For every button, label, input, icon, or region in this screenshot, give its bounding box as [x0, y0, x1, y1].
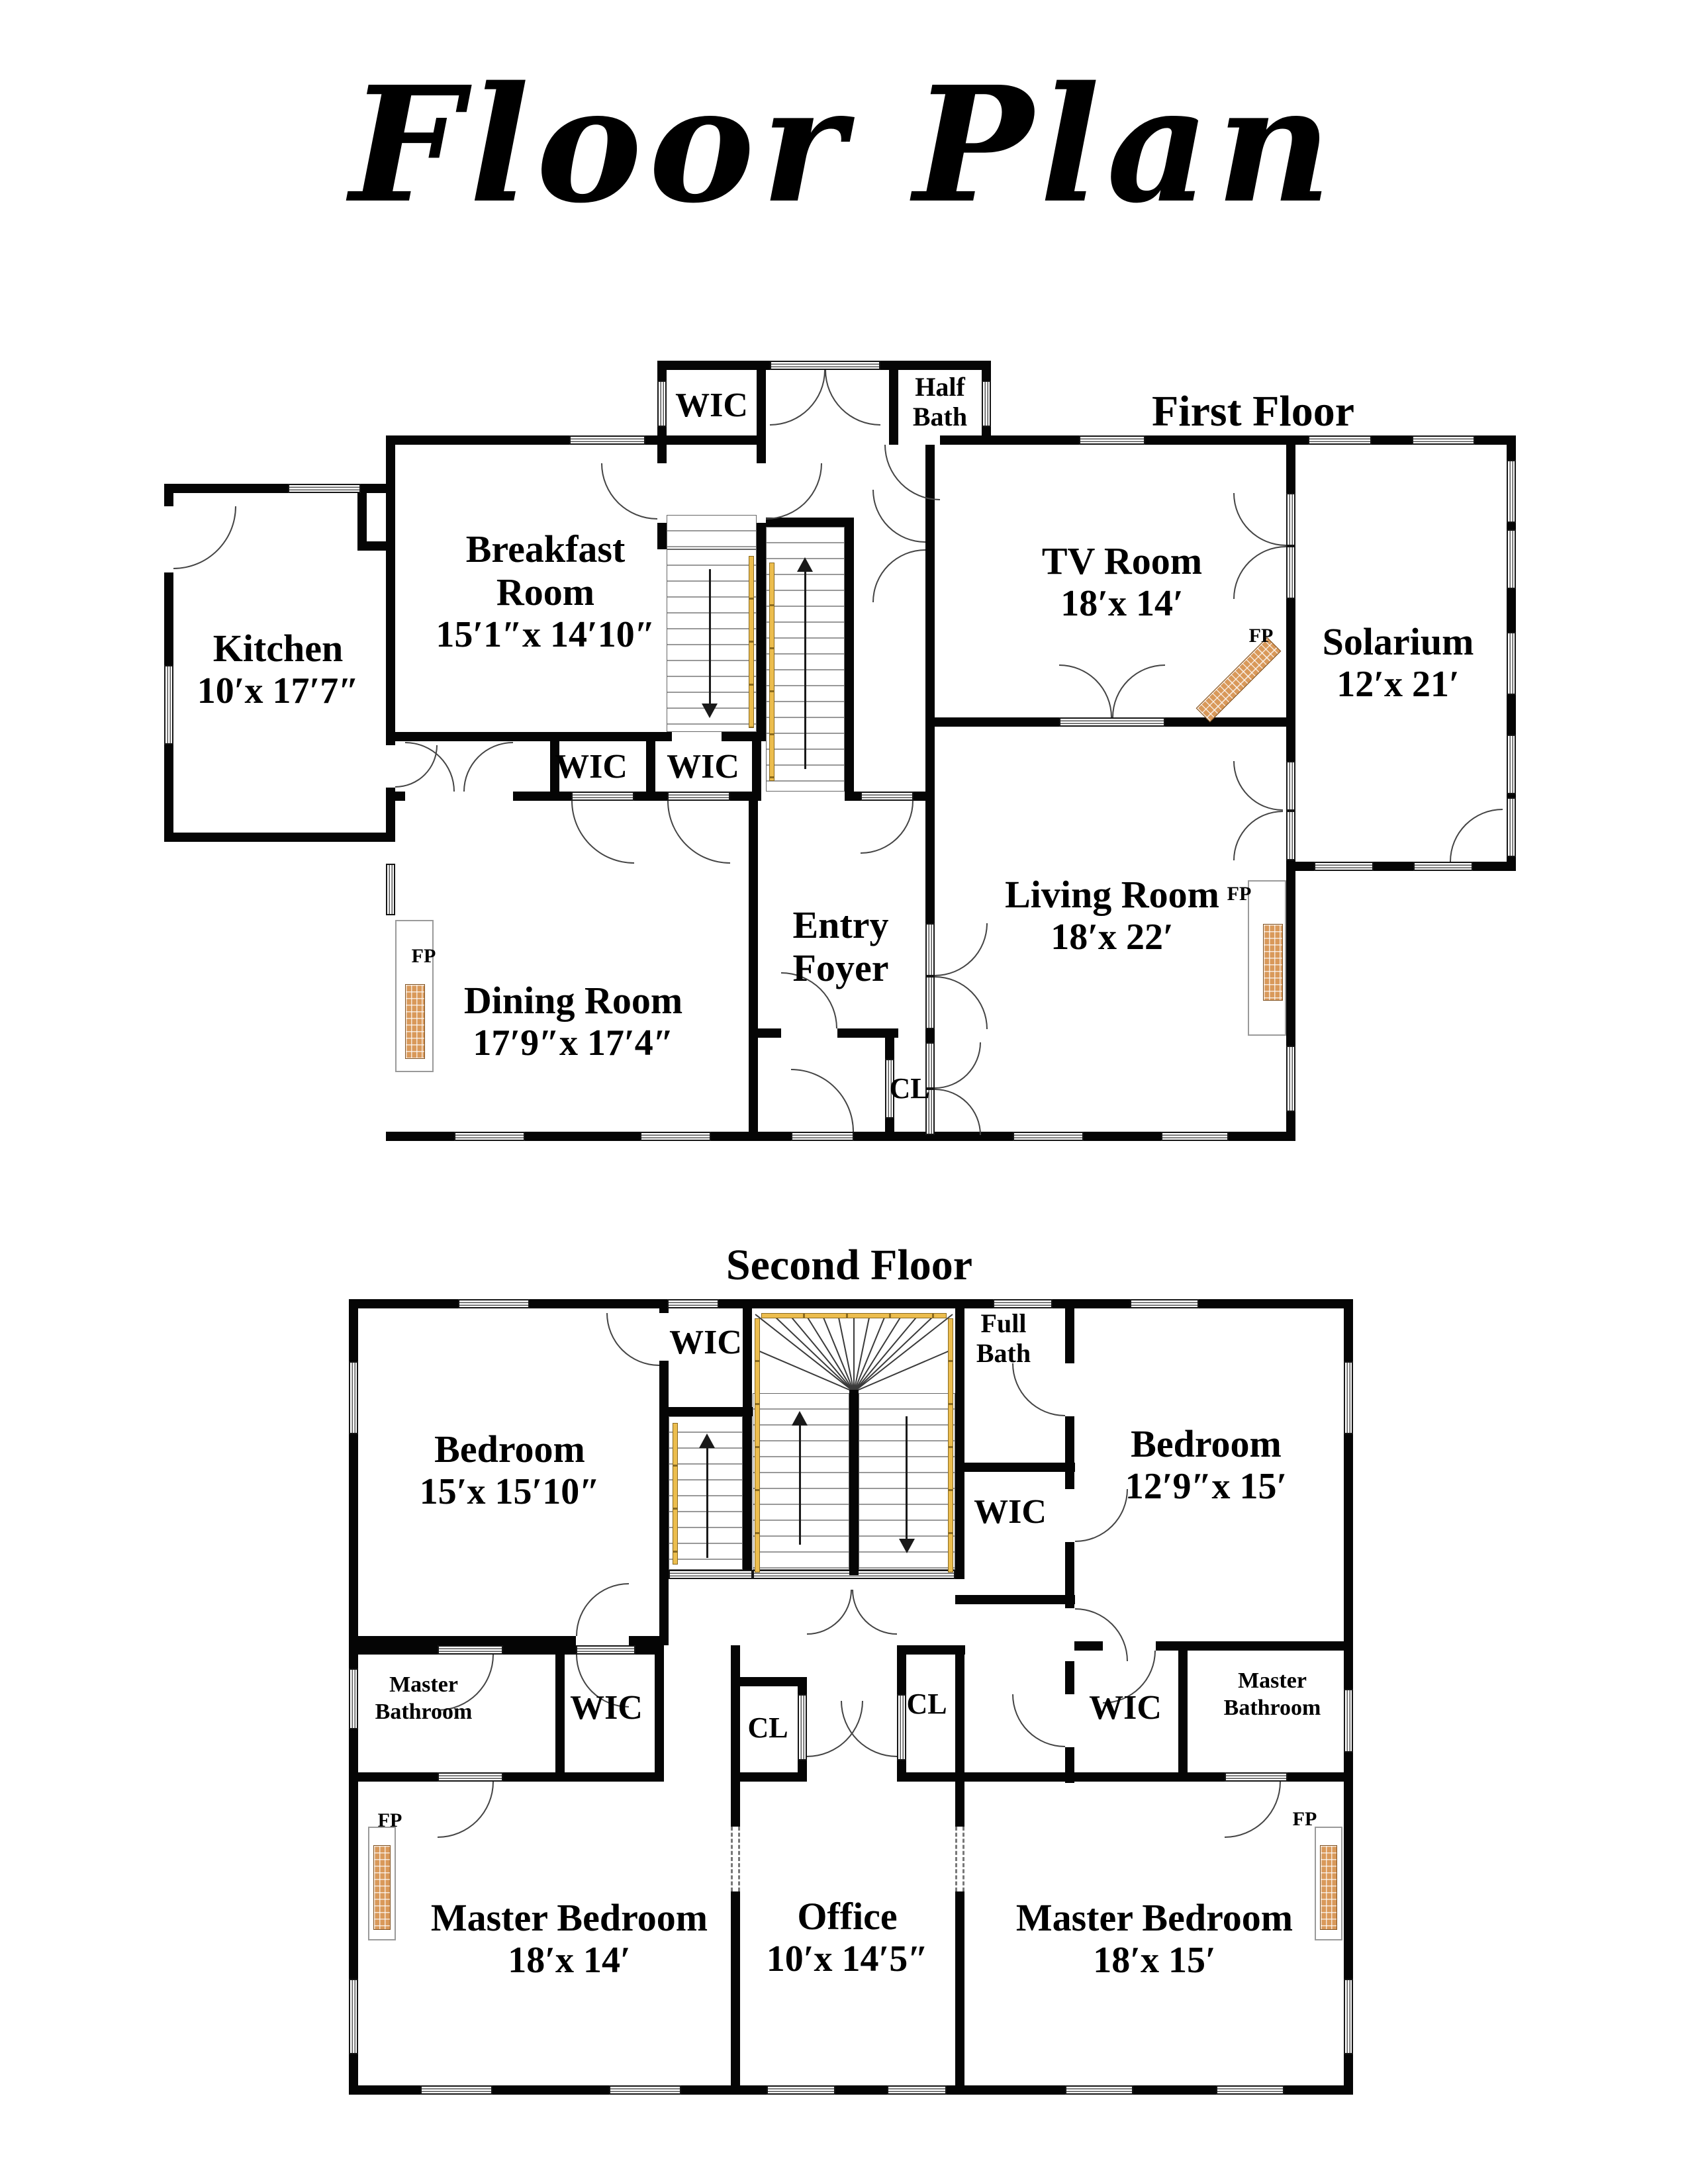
room-name: WIC: [675, 387, 748, 424]
fp-label-living: [1206, 883, 1272, 905]
door-threshold: [576, 1645, 635, 1655]
fp-label-left: [357, 1809, 423, 1832]
window: [770, 361, 880, 370]
wall: [845, 518, 854, 801]
fp-label: FP: [1248, 625, 1274, 647]
room-label-half-bath: [874, 373, 1006, 432]
room-name: CL: [747, 1711, 788, 1744]
room-name-line1: Breakfast: [465, 527, 626, 570]
window: [349, 1979, 358, 2054]
window: [1507, 460, 1516, 523]
fp-label-right: [1272, 1808, 1338, 1831]
window: [609, 2085, 681, 2095]
room-name: TV Room: [1041, 539, 1203, 582]
room-dims: 10′x 14′5″: [766, 1938, 929, 1979]
window: [349, 1361, 358, 1434]
arrow-up-icon: [797, 557, 813, 572]
arrow-stem: [706, 1447, 708, 1558]
wall: [897, 1772, 1074, 1782]
door-arc: [1233, 761, 1283, 811]
second-floor-title: Second Floor: [726, 1241, 973, 1289]
wall: [357, 493, 367, 551]
room-name: WIC: [669, 1324, 742, 1361]
window: [458, 1299, 530, 1308]
fp-label: FP: [1227, 883, 1252, 905]
dashed-opening: [731, 1827, 740, 1891]
door-arc: [1233, 811, 1283, 860]
door-gap: [757, 463, 766, 523]
door-arc: [571, 801, 634, 864]
window: [288, 484, 361, 493]
window: [1507, 797, 1516, 857]
room-name: Solarium: [1322, 620, 1474, 663]
window: [386, 864, 395, 915]
room-name: CL: [906, 1688, 947, 1720]
door-arc: [766, 463, 822, 520]
window: [1216, 2085, 1284, 2095]
window: [1412, 435, 1475, 445]
room-dims: 12′x 21′: [1336, 663, 1460, 705]
window: [1130, 1299, 1199, 1308]
room-label-wic2: [944, 1493, 1076, 1531]
stair-threshold: [669, 1570, 753, 1579]
door-gap: [657, 463, 667, 523]
room-name-line2: Room: [496, 570, 595, 614]
room-name-line1: Full: [980, 1308, 1027, 1338]
door-arc: [1012, 1694, 1065, 1747]
room-label-master-bed-right: [989, 1897, 1320, 1981]
door-arc: [1012, 1363, 1065, 1416]
door-gap: [1065, 1608, 1074, 1661]
window: [1308, 435, 1372, 445]
door-arc: [463, 742, 513, 792]
door-threshold: [1286, 761, 1295, 811]
door-threshold: [861, 792, 914, 801]
window: [1065, 2085, 1133, 2095]
room-dims: 12′9″x 15′: [1125, 1465, 1288, 1507]
door-arc: [807, 1590, 852, 1635]
room-name-line2: Foyer: [792, 946, 889, 989]
door-arc: [770, 370, 825, 426]
door-threshold: [1059, 717, 1165, 727]
room-name: Office: [797, 1895, 898, 1938]
room-label-wic-top: [645, 387, 778, 425]
room-label-wic1: [639, 1324, 772, 1362]
window: [420, 2085, 492, 2095]
wall: [164, 833, 395, 842]
room-label-office: [682, 1895, 1013, 1980]
window: [1413, 862, 1473, 871]
door-gap: [386, 745, 395, 788]
room-dims: 18′x 14′: [1060, 582, 1184, 624]
room-name-line2: Bath: [912, 401, 968, 432]
dashed-opening: [955, 1827, 964, 1891]
window: [667, 1299, 719, 1308]
window: [1161, 1132, 1229, 1141]
fp-label: FP: [1292, 1808, 1317, 1830]
door-arc: [825, 370, 880, 426]
room-name: WIC: [555, 748, 628, 786]
door-gap: [781, 1028, 837, 1038]
room-name: Master Bedroom: [1015, 1896, 1293, 1939]
door-arc: [576, 1583, 629, 1636]
door-arc: [173, 506, 236, 569]
room-dims: 18′x 14′: [508, 1939, 631, 1981]
room-dims: 18′x 22′: [1051, 916, 1174, 958]
page-title: Floor Plan: [350, 52, 1338, 238]
arrow-down-icon: [702, 704, 718, 718]
wall: [766, 518, 854, 527]
door-threshold: [1286, 546, 1295, 599]
stairs-winder-fan: [753, 1313, 955, 1393]
fp-label: FP: [377, 1809, 402, 1831]
door-gap: [672, 732, 722, 741]
wall: [925, 445, 935, 1141]
room-label-wic4: [1059, 1689, 1192, 1727]
room-dims: 15′x 15′10″: [419, 1471, 600, 1512]
door-threshold: [667, 792, 730, 801]
room-label-bedroom-right: [1041, 1423, 1372, 1508]
room-dims: 18′x 15′: [1093, 1939, 1216, 1981]
window: [640, 1132, 711, 1141]
door-arc: [852, 1590, 897, 1635]
room-name: WIC: [1089, 1689, 1162, 1727]
room-label-tv-room: [957, 540, 1288, 625]
room-name: Bedroom: [1131, 1422, 1282, 1465]
door-arc: [1233, 493, 1286, 546]
room-name: Living Room: [1005, 873, 1219, 916]
window: [1314, 862, 1374, 871]
room-label-kitchen: [113, 627, 444, 712]
room-label-wic3: [540, 1689, 673, 1727]
window: [1013, 1132, 1084, 1141]
arrow-stem: [906, 1416, 908, 1539]
first-floor-title: First Floor: [1151, 387, 1355, 435]
wall: [731, 1772, 807, 1782]
wall: [757, 549, 766, 741]
room-name-line1: Master: [1238, 1668, 1307, 1693]
door-threshold: [1225, 1772, 1288, 1782]
room-name: Master Bedroom: [430, 1896, 708, 1939]
wall: [349, 2085, 1353, 2095]
arrow-stem: [804, 570, 806, 769]
arrow-up-icon: [792, 1411, 808, 1426]
room-name-line2: Bathroom: [1223, 1695, 1321, 1720]
stair-rail: [769, 563, 774, 781]
fireplace-brick: [373, 1845, 391, 1930]
window: [767, 2085, 835, 2095]
wall: [731, 1677, 807, 1686]
room-name-line1: Master: [389, 1672, 458, 1697]
window: [1286, 1046, 1295, 1112]
fp-label: FP: [411, 945, 436, 967]
door-arc: [1450, 809, 1503, 862]
window: [993, 1299, 1053, 1308]
room-label-master-bath-left: [357, 1672, 490, 1726]
room-dims: 17′9″x 17′4″: [473, 1022, 674, 1064]
door-arc: [438, 1782, 494, 1838]
room-label-cl2: [861, 1688, 993, 1720]
stair-rail: [749, 556, 754, 728]
room-name: Bedroom: [434, 1428, 585, 1471]
room-label-dining: [408, 979, 739, 1064]
door-threshold: [571, 792, 634, 801]
door-threshold: [1286, 811, 1295, 860]
room-label-master-bath-right: [1206, 1668, 1338, 1722]
door-gap: [164, 506, 173, 572]
room-dims: 10′x 17′7″: [197, 670, 359, 711]
room-label-wic-right: [637, 748, 769, 786]
door-arc: [872, 549, 925, 602]
door-arc: [1059, 664, 1112, 717]
room-name: Dining Room: [463, 979, 683, 1022]
door-threshold: [791, 1132, 854, 1141]
door-arc: [601, 463, 657, 520]
arrow-down-icon: [899, 1539, 915, 1553]
window: [1079, 435, 1145, 445]
fireplace-brick: [1320, 1845, 1337, 1930]
room-name-line1: Half: [915, 372, 965, 402]
door-gap: [576, 1636, 629, 1645]
window: [1344, 1979, 1353, 2054]
door-arc: [872, 490, 925, 543]
door-gap: [405, 792, 513, 801]
fp-label-dining: [391, 945, 457, 968]
arrow-stem: [799, 1424, 801, 1545]
room-label-full-bath: [937, 1309, 1070, 1369]
door-gap: [898, 435, 940, 445]
room-name: CL: [889, 1072, 930, 1105]
fp-label-tv: [1228, 625, 1294, 647]
door-threshold: [438, 1645, 503, 1655]
room-name-line1: Entry: [792, 903, 889, 946]
room-label-bedroom-left: [344, 1428, 675, 1513]
door-gap: [1065, 1363, 1074, 1416]
arrow-up-icon: [699, 1433, 715, 1448]
window: [569, 435, 645, 445]
room-name: WIC: [570, 1689, 643, 1727]
room-label-cl1: [702, 1711, 834, 1744]
wall: [659, 1407, 753, 1416]
window: [1507, 735, 1516, 794]
room-label-entry-foyer: [708, 904, 973, 990]
door-arc: [405, 742, 455, 792]
door-arc: [1112, 664, 1165, 717]
room-name-line2: Bathroom: [375, 1699, 473, 1724]
door-threshold: [438, 1772, 503, 1782]
wall: [1065, 1772, 1353, 1782]
window: [887, 2085, 947, 2095]
room-name: WIC: [974, 1493, 1047, 1531]
window: [1344, 1689, 1353, 1752]
stair-rail: [761, 1313, 947, 1318]
stair-divider: [849, 1390, 859, 1575]
door-arc: [861, 801, 914, 854]
room-dims: 15′1″x 14′10″: [436, 614, 655, 655]
door-threshold: [1286, 493, 1295, 546]
window: [454, 1132, 525, 1141]
room-name-line2: Bath: [976, 1338, 1031, 1368]
wall: [349, 1772, 664, 1782]
room-name: Kitchen: [212, 627, 344, 670]
window: [1507, 529, 1516, 589]
room-label-closet: [843, 1072, 976, 1105]
door-arc: [667, 801, 730, 864]
wall: [955, 1595, 1075, 1604]
room-name: WIC: [667, 748, 739, 786]
window: [349, 1668, 358, 1729]
